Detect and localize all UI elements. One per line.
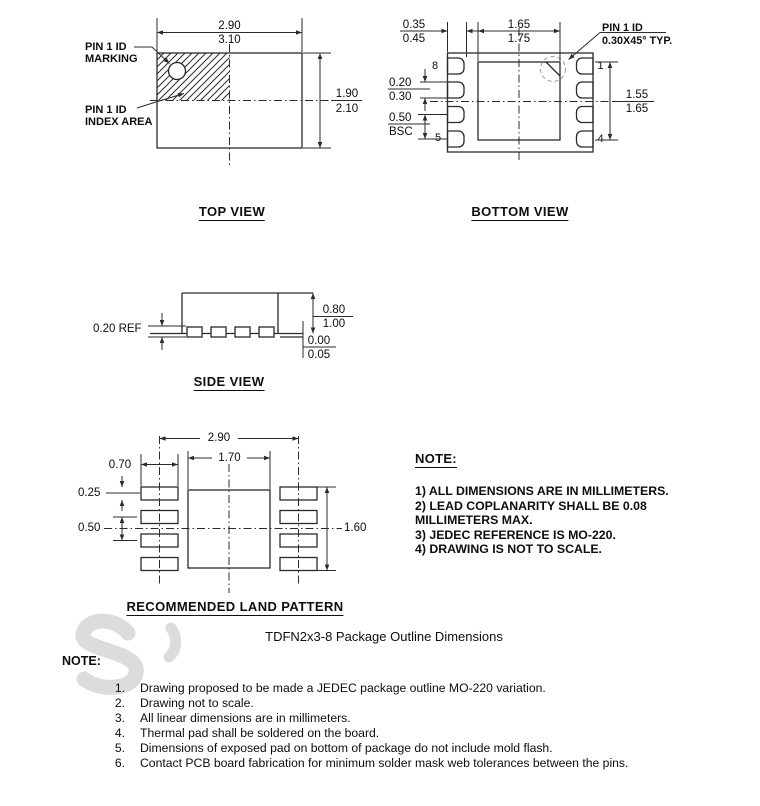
pin-number-1: 1 (597, 59, 604, 72)
bottom-view-title: BOTTOM VIEW (471, 204, 569, 219)
lead-width-min-dim: 0.20 (389, 76, 412, 89)
side-leads (187, 327, 274, 337)
land-pitch-dim: 0.50 (78, 521, 101, 534)
right-pins (577, 58, 594, 147)
footer-item-number: 3. (114, 710, 125, 725)
note-box (415, 484, 669, 557)
top-view-title: TOP VIEW (198, 204, 266, 219)
pin1-marking-label-line2: MARKING (85, 53, 138, 65)
pad-width-min-dim: 1.65 (507, 18, 531, 31)
land-pad-width-dim: 1.70 (218, 451, 241, 464)
page-caption: TDFN2x3-8 Package Outline Dimensions (265, 629, 503, 644)
footer-item-text: Thermal pad shall be soldered on the board. (140, 725, 380, 740)
pad-width-max-dim: 1.75 (507, 32, 531, 45)
footer-item-text: Drawing not to scale. (140, 695, 254, 710)
standoff-max-dim: 0.05 (307, 348, 331, 361)
note-box-line: 2) LEAD COPLANARITY SHALL BE 0.08 (415, 498, 647, 513)
footer-item-text: Drawing proposed to be made a JEDEC package outline MO-220 variation. (140, 680, 546, 695)
note-box-line: 4) DRAWING IS NOT TO SCALE. (415, 542, 602, 557)
pin-number-8: 8 (432, 59, 439, 72)
note-box-line: 1) ALL DIMENSIONS ARE IN MILLIMETERS. (415, 484, 669, 498)
footer-item-number: 4. (114, 725, 125, 740)
note-box-line: 3) JEDEC REFERENCE IS MO-220. (415, 527, 616, 542)
pin1-marking-label-line1: PIN 1 ID (85, 41, 127, 53)
top-width-min-dim: 2.90 (218, 20, 241, 32)
note-box-line: MILLIMETERS MAX. (415, 513, 533, 528)
pin1-id-label-line1: PIN 1 ID (602, 21, 643, 34)
top-height-max-dim: 2.10 (335, 102, 359, 115)
top-height-min-dim: 1.90 (335, 88, 359, 100)
body-height-min-dim: 0.80 (322, 303, 346, 316)
pin1-index-label-line2: INDEX AREA (85, 116, 153, 128)
pin1-index-hatch-area (157, 53, 230, 101)
lead-width-max-dim: 0.30 (389, 91, 412, 103)
footer-item-number: 1. (114, 680, 125, 695)
note-box-title: NOTE: (415, 451, 457, 466)
left-pins (448, 58, 465, 147)
top-width-max-dim: 3.10 (218, 34, 241, 46)
land-overall-height-dim: 1.60 (344, 521, 367, 534)
land-pad-length-dim: 0.70 (108, 458, 132, 471)
pitch-ref-label: BSC (389, 126, 413, 138)
pad-height-min-dim: 1.55 (625, 88, 649, 101)
pin1-marking-circle (169, 63, 186, 80)
footer-item-number: 6. (114, 755, 125, 770)
footer-item-text: All linear dimensions are in millimeters. (140, 710, 351, 725)
footer-note-title: NOTE: (62, 654, 101, 668)
footer-item-number: 5. (114, 740, 125, 755)
land-span-dim: 2.90 (207, 432, 231, 444)
footer-item-text: Contact PCB board fabrication for minimum solder mask web tolerances between the pins. (140, 755, 629, 770)
standoff-min-dim: 0.00 (307, 334, 331, 347)
pin-number-5: 5 (435, 131, 442, 144)
body-height-max-dim: 1.00 (322, 318, 346, 330)
lead-thickness-dim: 0.20 REF (93, 322, 142, 335)
package-bottom-outline (448, 53, 594, 152)
side-view-title: SIDE VIEW (193, 374, 265, 389)
pad-height-max-dim: 1.65 (625, 103, 649, 115)
footer-item-number: 2. (114, 695, 125, 710)
pin-number-4: 4 (597, 133, 604, 145)
pitch-dim: 0.50 (389, 111, 412, 124)
pin1-index-label-line1: PIN 1 ID (85, 104, 127, 116)
pin1-chamfer (546, 62, 560, 76)
lead-length-min-dim: 0.35 (402, 18, 426, 31)
lead-length-max-dim: 0.45 (402, 32, 426, 45)
land-pattern-title: RECOMMENDED LAND PATTERN (126, 598, 344, 614)
land-pad-height-dim: 0.25 (78, 486, 101, 499)
footer-item-text: Dimensions of exposed pad on bottom of package do not include mold flash. (140, 740, 553, 755)
pin1-id-label-line2: 0.30X45° TYP. (602, 35, 673, 47)
